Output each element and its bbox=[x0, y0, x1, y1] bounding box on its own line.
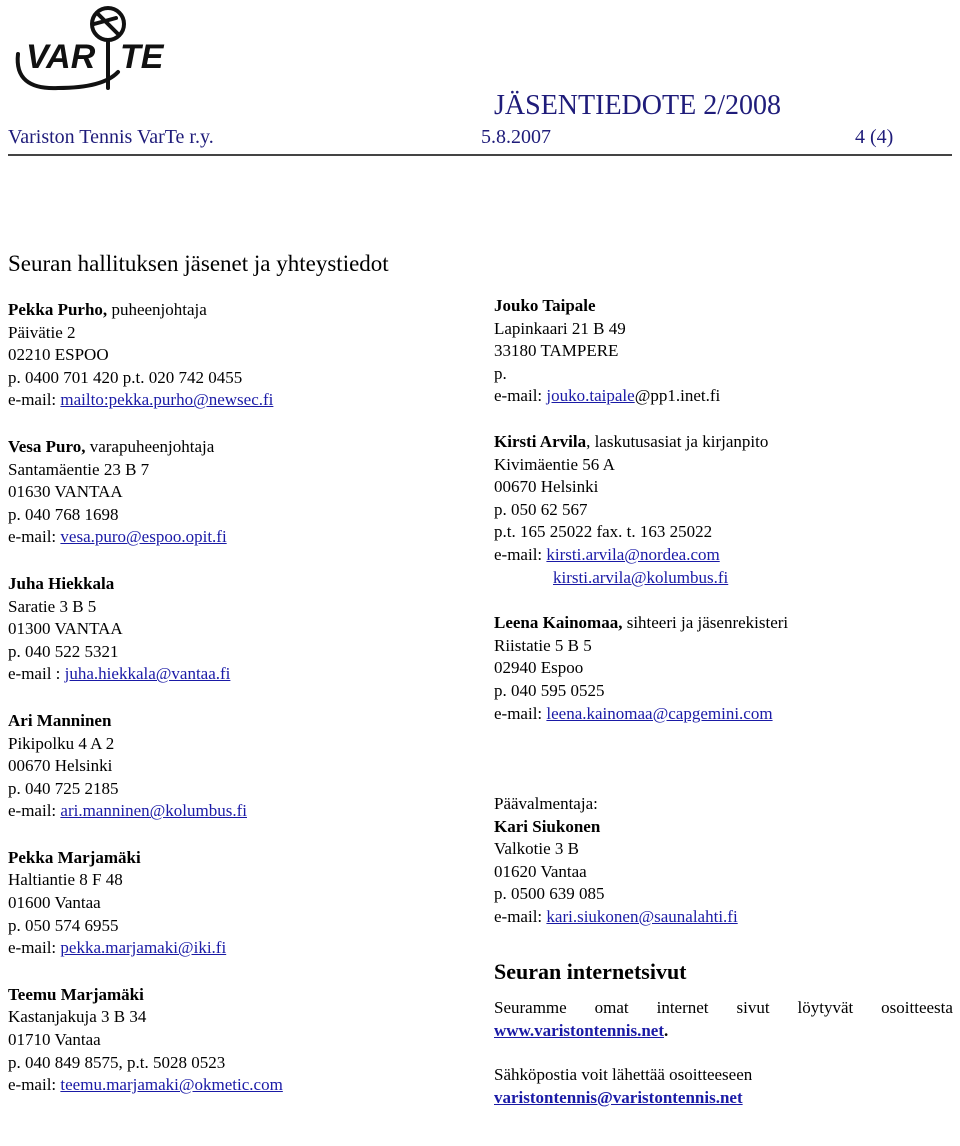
email-link[interactable]: vesa.puro@espoo.opit.fi bbox=[60, 527, 227, 547]
header-divider bbox=[8, 154, 952, 156]
postal-line: 01600 Vantaa bbox=[8, 893, 101, 913]
email-rest: @pp1.inet.fi bbox=[634, 386, 721, 406]
email-link[interactable]: pekka.marjamaki@iki.fi bbox=[60, 938, 227, 958]
email-link[interactable]: mailto:pekka.purho@newsec.fi bbox=[60, 390, 274, 410]
internet-section-title: Seuran internetsivut bbox=[494, 958, 687, 984]
logo-text-te: TE bbox=[120, 38, 164, 76]
board-members-column bbox=[8, 299, 283, 1097]
right-column bbox=[494, 295, 953, 1110]
address-line: Riistatie 5 B 5 bbox=[494, 635, 592, 655]
contact-role: sihteeri ja jäsenrekisteri bbox=[622, 613, 789, 633]
postal-line: 33180 TAMPERE bbox=[494, 341, 619, 361]
phone-line: p. 040 725 2185 bbox=[8, 778, 119, 798]
phone-line: p. 040 595 0525 bbox=[494, 680, 605, 700]
email-link[interactable]: ari.manninen@kolumbus.fi bbox=[60, 801, 247, 821]
postal-line: 01710 Vantaa bbox=[8, 1030, 101, 1050]
phone-line: p. 040 768 1698 bbox=[8, 504, 119, 524]
phone-line: p. 0500 639 085 bbox=[494, 884, 605, 904]
address-line: Kivimäentie 56 A bbox=[494, 454, 615, 474]
mail-text: Sähköpostia voit lähettää osoitteeseen bbox=[494, 1065, 753, 1085]
email-link[interactable]: kari.siukonen@saunalahti.fi bbox=[546, 907, 738, 927]
address-line: Valkotie 3 B bbox=[494, 839, 579, 859]
postal-line: 02940 Espoo bbox=[494, 658, 584, 678]
contact-name: Pekka Purho, bbox=[8, 300, 108, 319]
section-title: Seuran hallituksen jäsenet ja yhteystiedot bbox=[8, 251, 389, 276]
header-page-number: 4 (4) bbox=[855, 126, 894, 148]
contact-name: Ari Manninen bbox=[8, 710, 112, 730]
email-label: e-mail: bbox=[8, 801, 61, 821]
phone-line: p. 040 522 5321 bbox=[8, 641, 119, 661]
text-word: osoitteesta bbox=[881, 998, 953, 1018]
email-link[interactable]: kirsti.arvila@nordea.com bbox=[546, 544, 720, 564]
contact-role: , laskutusasiat ja kirjanpito bbox=[586, 431, 769, 451]
email-link-secondary[interactable]: kirsti.arvila@kolumbus.fi bbox=[553, 567, 729, 587]
postal-line: 01620 Vantaa bbox=[494, 861, 587, 881]
email-link[interactable]: teemu.marjamaki@okmetic.com bbox=[60, 1075, 283, 1095]
coach-label: Päävalmentaja: bbox=[494, 794, 598, 814]
club-email-link[interactable]: varistontennis@varistontennis.net bbox=[494, 1088, 743, 1108]
postal-line: 02210 ESPOO bbox=[8, 345, 109, 365]
address-line: Pikipolku 4 A 2 bbox=[8, 733, 115, 753]
email-label: e-mail: bbox=[8, 390, 61, 410]
postal-line: 00670 Helsinki bbox=[8, 756, 113, 776]
contact-name: Kirsti Arvila bbox=[494, 431, 587, 451]
text-word: sivut bbox=[736, 998, 770, 1018]
email-label: e-mail: bbox=[494, 703, 547, 723]
contact-role: puheenjohtaja bbox=[107, 300, 207, 319]
address-line: Lapinkaari 21 B 49 bbox=[494, 318, 626, 338]
text-word: Seuramme bbox=[494, 998, 567, 1018]
email-label: e-mail: bbox=[8, 527, 61, 547]
header-org: Variston Tennis VarTe r.y. bbox=[8, 126, 214, 148]
contact-kirsti-arvila bbox=[494, 431, 953, 589]
website-link-suffix: . bbox=[664, 1020, 669, 1040]
contact-pekka-marjamaki bbox=[8, 847, 283, 960]
address-line: Kastanjakuja 3 B 34 bbox=[8, 1007, 147, 1027]
header-date: 5.8.2007 bbox=[481, 126, 551, 148]
email-label: e-mail: bbox=[494, 386, 547, 406]
contact-name: Vesa Puro, bbox=[8, 436, 86, 456]
contact-name: Pekka Marjamäki bbox=[8, 847, 141, 867]
phone-line: p. 050 62 567 bbox=[494, 499, 588, 519]
email-link[interactable]: leena.kainomaa@capgemini.com bbox=[546, 703, 773, 723]
phone-fax-line: p.t. 165 25022 fax. t. 163 25022 bbox=[494, 522, 713, 542]
varte-logo bbox=[8, 2, 174, 94]
postal-line: 01630 VANTAA bbox=[8, 482, 123, 502]
contact-name: Jouko Taipale bbox=[494, 296, 596, 315]
email-label: e-mail : bbox=[8, 664, 65, 684]
text-word: omat bbox=[594, 998, 629, 1018]
contact-vesa-puro bbox=[8, 436, 283, 549]
postal-line: 00670 Helsinki bbox=[494, 477, 599, 497]
email-label: e-mail: bbox=[494, 544, 547, 564]
address-line: Päivätie 2 bbox=[8, 322, 76, 342]
address-line: Haltiantie 8 F 48 bbox=[8, 870, 123, 890]
phone-line: p. bbox=[494, 363, 507, 383]
contact-role: varapuheenjohtaja bbox=[85, 436, 215, 456]
contact-pekka-purho bbox=[8, 299, 283, 412]
contact-ari-manninen bbox=[8, 710, 283, 823]
phone-line: p. 050 574 6955 bbox=[8, 915, 119, 935]
email-link[interactable]: jouko.taipale bbox=[546, 386, 635, 406]
phone-line: p. 040 849 8575, p.t. 5028 0523 bbox=[8, 1052, 226, 1072]
email-link[interactable]: juha.hiekkala@vantaa.fi bbox=[64, 664, 231, 684]
internet-text-line bbox=[494, 997, 953, 1020]
address-line: Santamäentie 23 B 7 bbox=[8, 459, 150, 479]
contact-leena-kainomaa bbox=[494, 612, 953, 725]
contact-name: Teemu Marjamäki bbox=[8, 984, 144, 1004]
address-line: Saratie 3 B 5 bbox=[8, 596, 97, 616]
contact-name: Juha Hiekkala bbox=[8, 573, 115, 593]
contact-head-coach bbox=[494, 793, 953, 929]
contact-juha-hiekkala bbox=[8, 573, 283, 686]
text-word: internet bbox=[656, 998, 709, 1018]
newsletter-title: JÄSENTIEDOTE 2/2008 bbox=[494, 90, 781, 121]
contact-name: Leena Kainomaa, bbox=[494, 613, 623, 633]
contact-jouko-taipale bbox=[494, 295, 953, 408]
website-link[interactable]: www.varistontennis.net bbox=[494, 1020, 665, 1040]
postal-line: 01300 VANTAA bbox=[8, 619, 123, 639]
email-label: e-mail: bbox=[494, 907, 547, 927]
logo-text-var: VAR bbox=[26, 38, 96, 76]
email-label: e-mail: bbox=[8, 1075, 61, 1095]
phone-line: p. 0400 701 420 p.t. 020 742 0455 bbox=[8, 367, 243, 387]
text-word: löytyvät bbox=[797, 998, 854, 1018]
email-label: e-mail: bbox=[8, 938, 61, 958]
contact-name: Kari Siukonen bbox=[494, 816, 601, 836]
contact-teemu-marjamaki bbox=[8, 984, 283, 1097]
